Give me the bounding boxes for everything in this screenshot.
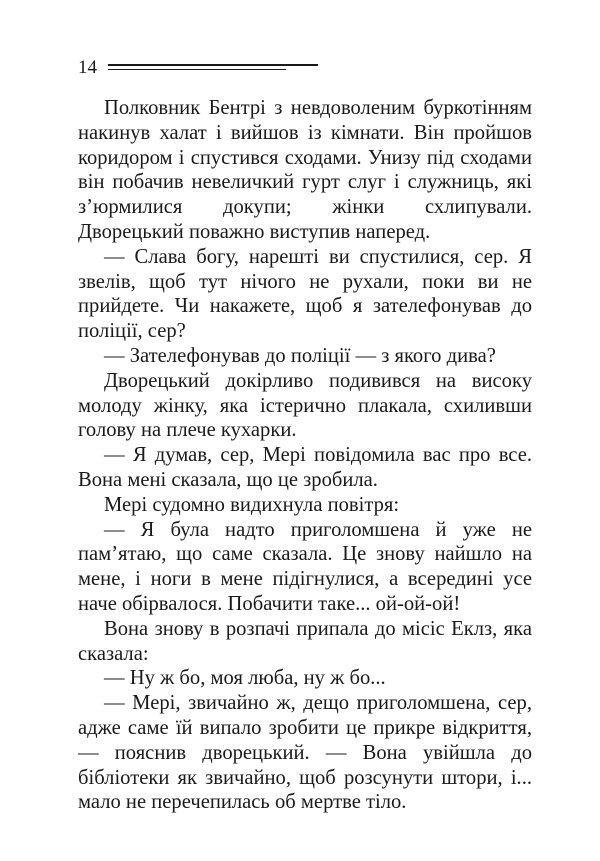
- header-rule-thin: [108, 69, 286, 70]
- paragraph: Мері судомно видихнула повітря:: [104, 493, 400, 516]
- page-header: [78, 56, 338, 80]
- paragraph: — Я думав, сер, Мері повідомила вас про все. Вона мені сказала, що це зробила.: [78, 444, 532, 491]
- paragraph: — Мері, звичайно ж, дещо приголомшена, сер, адже саме їй випало зробити це прикре відкриття, — пояснив дворецький. — Вона увійшла до бібліотеки як звичайно, щоб розсунути штори, і... мало не перечепилась об мертве тіло.: [78, 692, 532, 814]
- paragraph: Полковник Бентрі з невдоволеним буркотінням накинув халат і вийшов із кімнати. Він пройшов коридором і спустився сходами. Унизу під сходами він побачив невеличкий гурт слуг і служниць, які з’юрмилися докупи; жінки схлипували. Дворецький поважно виступив наперед.: [78, 97, 532, 243]
- header-rule-thick: [108, 64, 318, 66]
- body-text: [78, 96, 532, 815]
- page-number: 14: [78, 57, 97, 78]
- paragraph: — Слава богу, нарешті ви спустилися, сер. Я звелів, щоб тут нічого не рухали, поки ви не прийдете. Чи накажете, щоб я зателефонував до поліції, сер?: [78, 245, 532, 343]
- paragraph: — Ну ж бо, моя люба, ну ж бо...: [104, 667, 386, 690]
- paragraph: — Я була надто приголомшена й уже не пам’ятаю, що саме сказала. Це знову найшло на мене, і ноги в мене підігнулися, а всередині усе наче обірвалося. Побачити таке... ой-ой-ой!: [78, 518, 532, 615]
- paragraph: Вона знову в розпачі припала до місіс Еклз, яка сказала:: [78, 617, 532, 665]
- paragraph: Дворецький докірливо подивився на високу молоду жінку, яка істерично плакала, схиливши голову на плече кухарки.: [78, 369, 532, 442]
- paragraph: — Зателефонував до поліції — з якого дива?: [104, 344, 496, 367]
